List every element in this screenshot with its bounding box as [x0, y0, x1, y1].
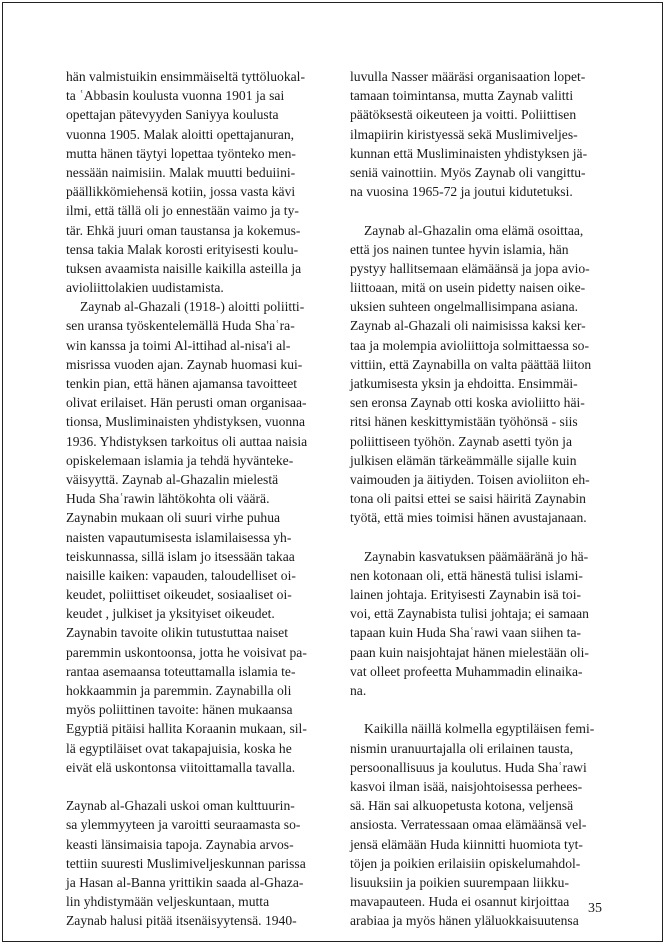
text-line: keudet, poliittiset oikeudet, sosiaaliset oi- [66, 587, 292, 603]
text-line: vaimouden ja äitiyden. Toisen avioliiton eh- [350, 471, 590, 487]
left-column [66, 67, 306, 930]
text-line: paan kuin naisjohtajat hänen mielestään oli- [350, 644, 589, 660]
text-line: 1936. Yhdistyksen tarkoitus oli auttaa naisia [66, 433, 308, 449]
text-line: tenkin pian, että hänen ajamansa tavoitteet [66, 376, 298, 391]
text-line: kunnan että Musliminaisten yhdistyksen jä- [350, 145, 588, 161]
text-line: lainen johtaja. Erityisesti Zaynabin isä toi- [350, 587, 582, 603]
text-line: jatkumisesta yksin ja ehdoitta. Ensimmäi- [350, 376, 578, 391]
text-line: Zaynab halusi pitää itsenäisyytensä. 1940- [66, 913, 297, 929]
text-line: julkisen elämän tärkeämmälle sijalle kuin [350, 452, 577, 468]
text-line: keudet , julkiset ja yksityiset oikeudet. [66, 606, 275, 622]
text-line: taa ja molempia avioliittoja solmittaessa so- [350, 337, 589, 353]
text-line: Zaynab al-Ghazalin oma elämä osoittaa, [364, 222, 584, 238]
text-line: Egyptiä pitäisi hallita Koraanin mukaan, sil- [66, 721, 307, 737]
text-line: eivät elä uskontonsa viitoittamalla tavalla. [66, 759, 296, 775]
text-line: vat olleet profeetta Muhammadin elinaika- [350, 663, 583, 679]
page-number: 35 [588, 901, 602, 916]
text-line: opettajan pätevyyden Saniyya koulusta [66, 107, 279, 123]
text-line: rantaa asemaansa toteuttamalla islamia te- [66, 663, 296, 679]
text-line: naisille kaiken: vapauden, taloudelliset oi- [66, 567, 296, 583]
text-line: seniä vainottiin. Myös Zaynab oli vangittu- [350, 164, 586, 180]
text-line: mavapauteen. Huda ei osannut kirjoittaa [350, 894, 570, 910]
book-page [2, 2, 663, 942]
right-column [350, 67, 610, 930]
text-line: avioliittolakien uudistamista. [66, 280, 224, 296]
text-line: Zaynabin mukaan oli suuri virhe puhua [66, 510, 281, 526]
text-line: Zaynab al-Ghazali uskoi oman kulttuurin- [66, 798, 295, 814]
text-line: päätöksestä oikeuteen ja voitti. Poliittisen [350, 107, 577, 123]
paragraph-gap [350, 528, 610, 547]
text-line: ritsi hänen keskittymistään työhönsä - siis [350, 414, 578, 430]
text-line: luvulla Nasser määräsi organisaation lopet- [350, 69, 586, 84]
text-line: na vuosina 1965-72 ja joutui kidutetuksi. [350, 184, 573, 200]
paragraph-gap [350, 700, 610, 719]
text-line: Huda Shaʿrawin lähtökohta oli väärä. [66, 491, 270, 507]
text-line: arabiaa ja myös hänen yläluokkaisuutensa [350, 913, 579, 929]
text-line: lin yhdistymään veljeskuntaan, mutta [66, 894, 270, 910]
text-line: jensä elämään Huda kiinnitti huomiota tyt- [350, 836, 583, 852]
text-line: win kanssa ja toimi Al-ittihad al-nisa'i al- [66, 337, 291, 353]
text-line: keasti länsimaisia tapoja. Zaynabia arvos- [66, 836, 294, 852]
text-line: Kaikilla näillä kolmella egyptiläisen femi- [364, 721, 595, 737]
text-line: väisyyttä. Zaynab al-Ghazalin mielestä [66, 471, 279, 487]
text-line: sa ylemmyyteen ja varoitti seuraamasta so- [66, 817, 301, 833]
text-line: opiskelemaan islamia ja tehdä hyväntekе- [66, 452, 294, 468]
text-line: Zaynab al-Ghazali (1918-) aloitti poliitti- [80, 299, 305, 315]
text-line: ta ʿAbbasin koulusta vuonna 1901 ja sai [66, 88, 285, 104]
text-line: paremmin uskontoonsa, jotta he voisivat pa- [66, 644, 307, 660]
text-line: naisten vapautumisesta islamilaisessa yh- [66, 529, 292, 545]
text-line: nessään naimisiin. Malak muutti beduiini- [66, 164, 296, 180]
text-line: tona oli paitsi ettei se saisi häiritä Zaynabin [350, 491, 586, 507]
text-line: ilmi, että tällä oli jo ennestään vaimo ja ty- [66, 203, 299, 219]
text-line: Zaynabin kasvatuksen päämääränä jo hä- [364, 548, 589, 564]
text-line: ilmapiirin kiristyessä sekä Muslimiveljes- [350, 126, 578, 142]
text-line: hän valmistuikin ensimmäiseltä tyttöluokal- [66, 69, 305, 84]
text-line: tionsa, Musliminaisten yhdistyksen, vuonna [66, 414, 306, 430]
text-line: poliittiseen työhön. Zaynab asetti työn ja [350, 433, 572, 449]
text-line: tettiin suuresti Muslimiveljeskunnan parissa [66, 855, 306, 871]
text-line: ja Hasan al-Banna yrittikin saada al-Ghaza- [66, 874, 304, 890]
paragraph-gap [350, 201, 610, 220]
text-line: että jos nainen tuntee hyvin islamia, hän [350, 241, 569, 257]
text-line: pystyy hallitsemaan elämäänsä ja jopa avio- [350, 260, 590, 276]
text-line: kasvoi ilman isää, naisjohtoisessa perhees- [350, 778, 583, 794]
text-line: na. [350, 683, 367, 698]
text-line: hokkaammin ja paremmin. Zaynabilla oli [66, 683, 292, 698]
text-line: liittoaan, mitä on usein pidetty naisen oike- [350, 280, 586, 296]
text-line: tamaan toimintansa, mutta Zaynab valitti [350, 88, 574, 104]
text-line: vuonna 1905. Malak aloitti opettajanuran, [66, 126, 295, 142]
text-line: nismin uranuurtajalla oli erilainen tausta, [350, 740, 574, 756]
text-line: lisuuksiin ja poikien suurempaan liikku- [350, 874, 569, 890]
text-line: misrissa vuoden ajan. Zaynab huomasi kui- [66, 356, 303, 372]
text-line: työtä, että mies toimisi hänen avustajanaan. [350, 510, 587, 526]
text-line: töjen ja poikien erilaisiin opiskelumahdol- [350, 855, 581, 871]
text-line: Zaynabin tavoite olikin tutustuttaa naiset [66, 625, 288, 641]
text-line: sä. Hän sai alkuopetusta kotona, veljensä [350, 798, 574, 814]
text-line: myös poliittinen tavoite: hänen mukaansa [66, 702, 293, 718]
text-line: tapaan kuin Huda Shaʿrawi vaan siihen ta- [350, 625, 582, 641]
text-line: mutta hänen täytyi lopettaa työnteko men- [66, 145, 296, 161]
text-line: olivat erilaiset. Hän perusti oman organisaa- [66, 395, 307, 411]
text-line: Zaynab al-Ghazali oli naimisissa kaksi ker- [350, 318, 586, 334]
text-line: nen kotonaan oli, että hänestä tulisi islami- [350, 567, 583, 583]
text-line: vittiin, että Zaynabilla on valta päättää liiton [350, 356, 592, 372]
text-line: päällikkömiehensä kotiin, jossa vasta kävi [66, 184, 296, 200]
paragraph-gap [66, 777, 306, 796]
text-line: tuksen avaamista naisille kaikilla asteilla ja [66, 260, 302, 276]
text-line: voi, että Zaynabista tulisi johtaja; ei samaan [350, 606, 589, 622]
text-line: sen eronsa Zaynab otti koska avioliitto häi- [350, 395, 585, 411]
text-line: sen uransa työskentelemällä Huda Shaʿra- [66, 318, 295, 334]
text-line: persoonallisuus ja koulutus. Huda Shaʿrawi [350, 759, 587, 775]
text-line: ansiosta. Verratessaan omaa elämäänsä vel- [350, 817, 587, 833]
text-line: tensa takia Malak korosti erityisesti koulu- [66, 241, 299, 257]
text-line: tär. Ehkä juuri oman taustansa ja kokemus- [66, 222, 301, 238]
text-line: teiskunnassa, sillä islam jo itsessään takaa [66, 548, 295, 564]
text-line: lä egyptiläiset ovat takapajuisia, koska he [66, 740, 292, 756]
text-line: uksien suhteen ongelmallisimpana asiana. [350, 299, 579, 315]
